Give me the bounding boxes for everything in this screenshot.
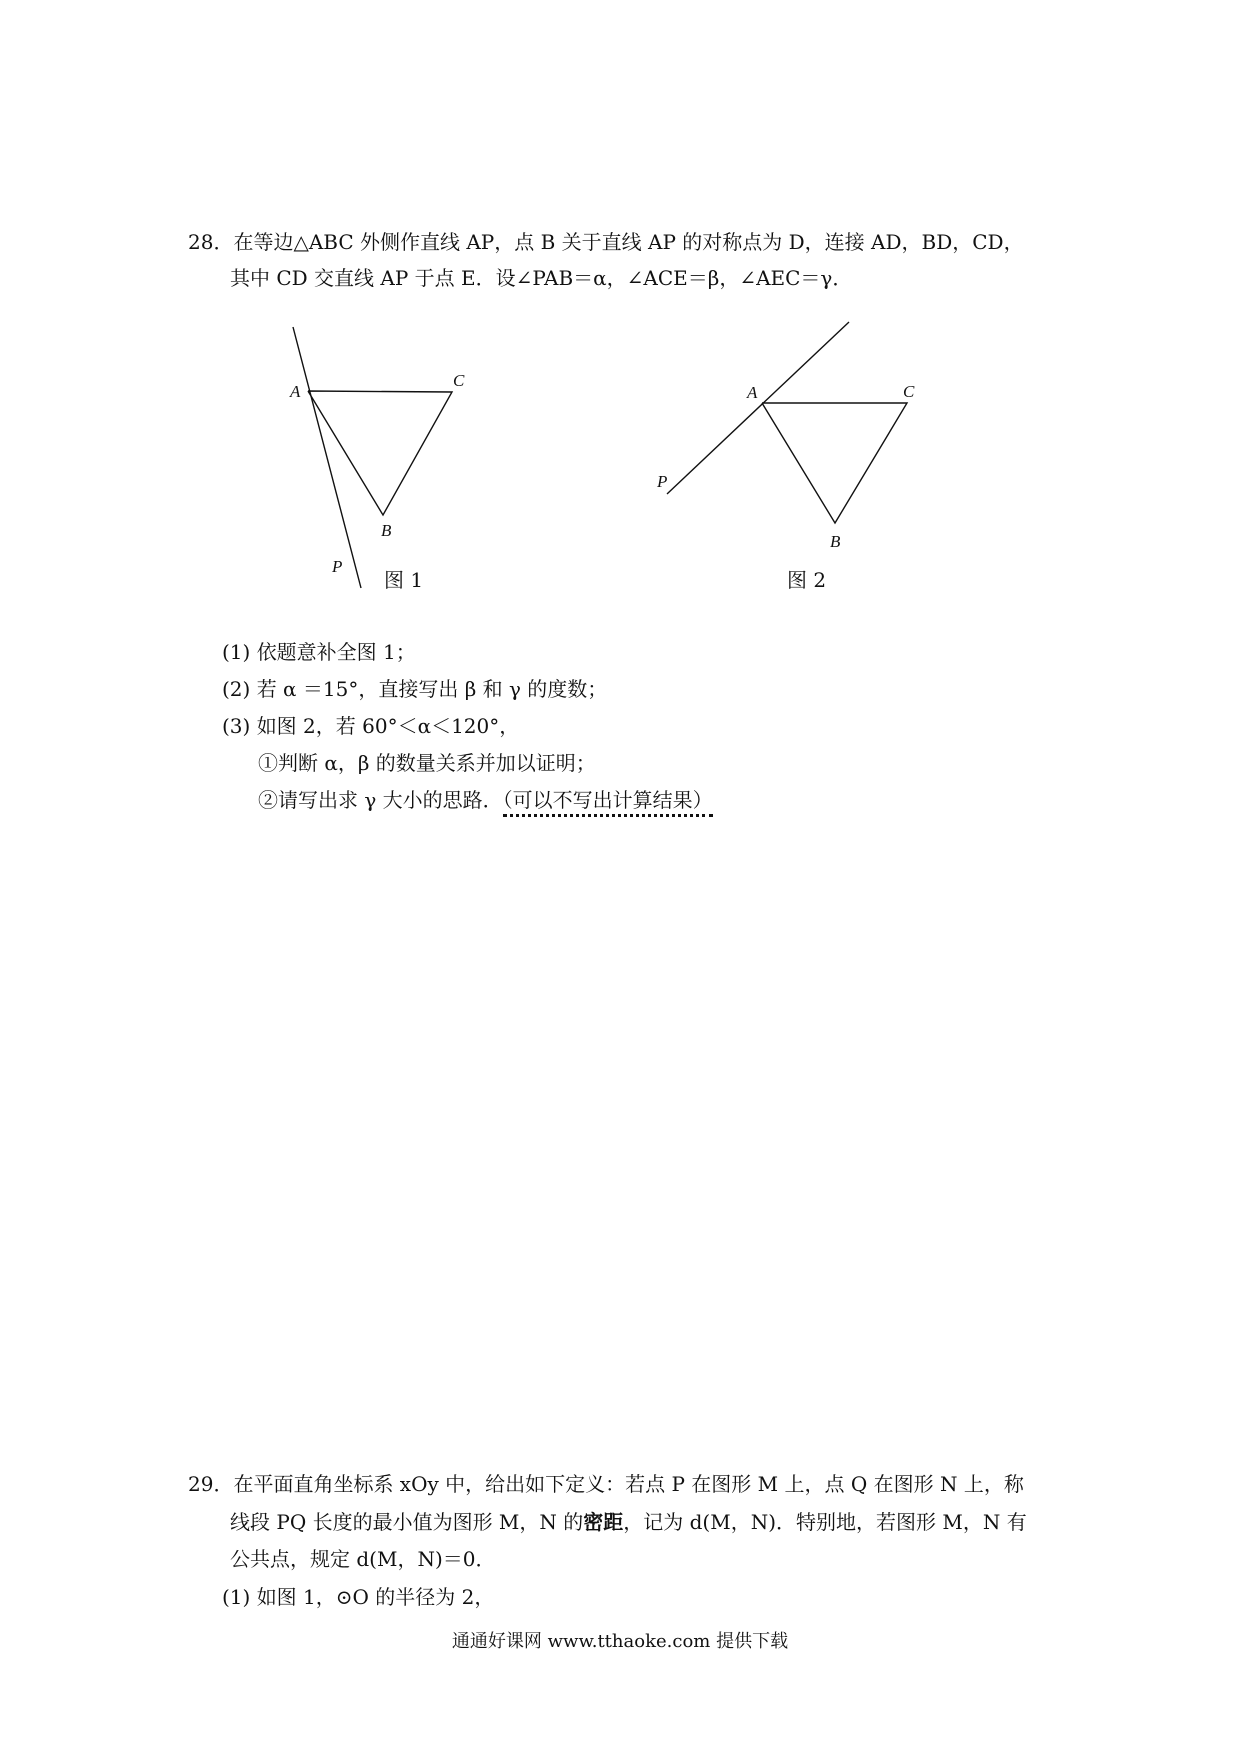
q29-line1: 29．在平面直角坐标系 xOy 中，给出如下定义：若点 P 在图形 M 上，点 Q 在图形 N 上，称 (188, 1472, 1024, 1496)
q29-sub1: (1) 如图 1，⊙O 的半径为 2， (222, 1585, 495, 1609)
q28-sub3b (258, 786, 713, 814)
triangle-abc (762, 403, 907, 523)
q28-sub1: (1) 依题意补全图 1； (222, 640, 416, 664)
q29-line2-pre: 线段 PQ 长度的最小值为图形 M，N 的 (230, 1510, 584, 1534)
label-p: P (332, 557, 343, 576)
q28-line1: 28．在等边△ABC 外侧作直线 AP，点 B 关于直线 AP 的对称点为 D，连接 AD，BD，CD， (188, 230, 1024, 254)
q28-sub3a: ①判断 α，β 的数量关系并加以证明； (258, 751, 596, 775)
figure-2-diagram (645, 315, 945, 600)
q28-sub3b-emphasis: （可以不写出计算结果） (503, 788, 713, 817)
label-b: B (381, 521, 392, 540)
figure-1 (270, 320, 490, 600)
q28-sub2: (2) 若 α ＝15°，直接写出 β 和 γ 的度数； (222, 677, 608, 701)
label-c: C (903, 382, 915, 401)
label-c: C (453, 371, 465, 390)
figure-2-caption: 图 2 (787, 568, 827, 592)
q29-line2 (230, 1508, 1027, 1536)
label-p: P (657, 472, 668, 491)
page-footer: 通通好课网 www.tthaoke.com 提供下载 (451, 1631, 789, 1652)
q29-term-mi-ju: 密距 (583, 1510, 624, 1534)
q29-line2-post: ，记为 d(M，N)．特别地，若图形 M，N 有 (623, 1510, 1027, 1534)
q28-sub3: (3) 如图 2，若 60°＜α＜120°， (222, 714, 520, 738)
triangle-abc (308, 391, 452, 515)
q28-line2: 其中 CD 交直线 AP 于点 E．设∠PAB＝α，∠ACE＝β，∠AEC＝γ． (230, 266, 853, 290)
figure-1-diagram (270, 320, 490, 600)
line-ap (667, 322, 849, 494)
figure-1-caption: 图 1 (384, 568, 424, 592)
label-a: A (747, 383, 758, 402)
label-a: A (290, 382, 301, 401)
q28-sub3b-main: ②请写出求 γ 大小的思路． (258, 788, 503, 812)
line-ap (293, 327, 361, 588)
figure-2 (645, 315, 945, 600)
q29-line3: 公共点，规定 d(M，N)＝0． (230, 1547, 496, 1571)
label-b: B (830, 532, 841, 551)
